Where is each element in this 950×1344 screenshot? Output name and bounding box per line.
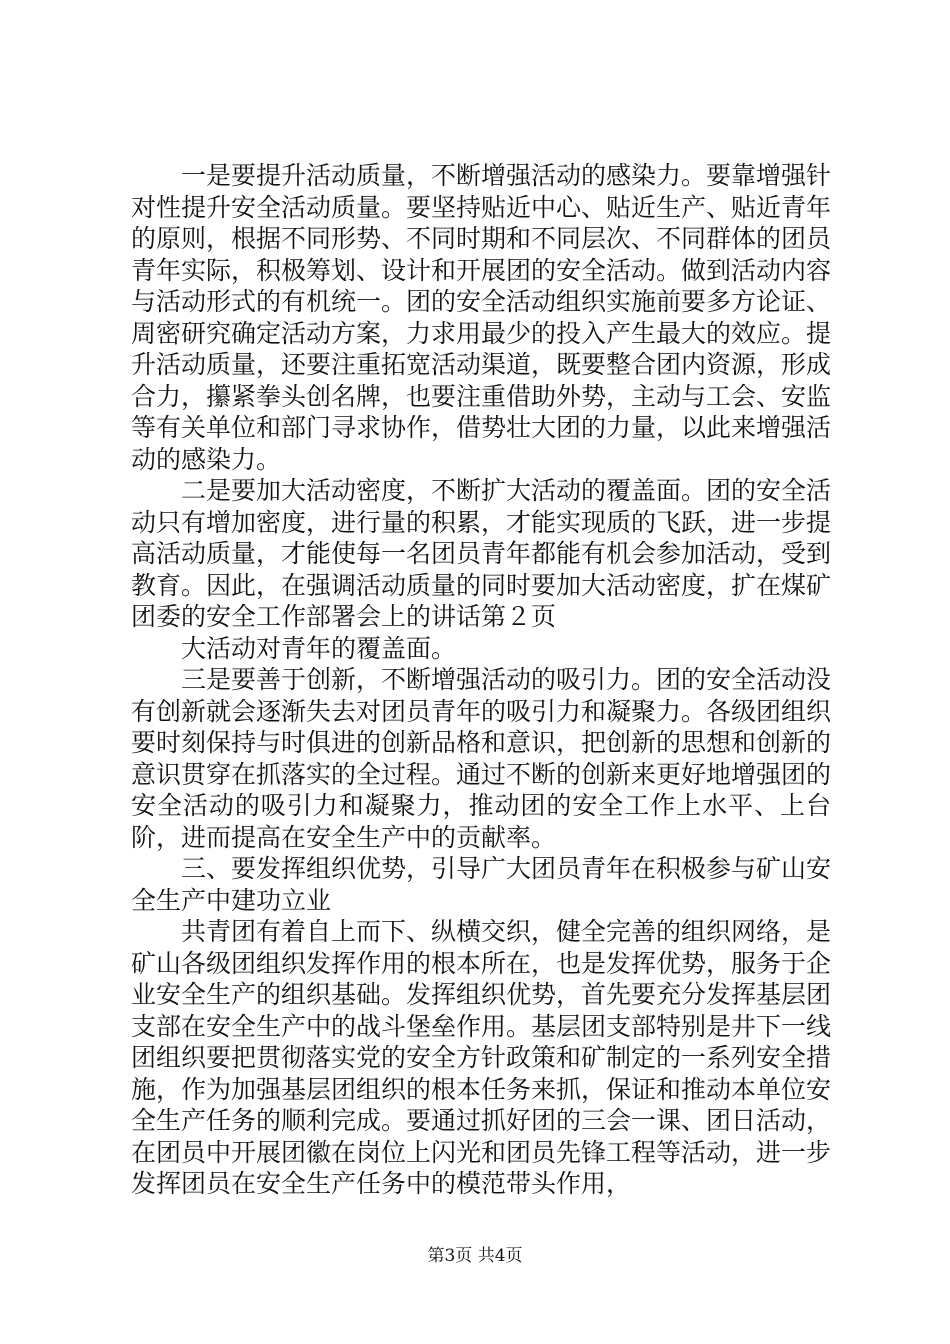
section-heading-organization: 三、要发挥组织优势，引导广大团员青年在积极参与矿山安全生产中建功立业 <box>131 854 832 915</box>
paragraph-coverage-continuation: 大活动对青年的覆盖面。 <box>181 633 457 663</box>
page-footer: 第3页 共4页 <box>427 1246 523 1266</box>
paragraph-activity-quality: 一是要提升活动质量，不断增强活动的感染力。要靠增强针对性提升安全活动质量。要坚持贴近中心、贴近生产、贴近青年的原则，根据不同形势、不同时期和不同层次、不同群体的团员青年实际，积极筹划、设计和开展团的安全活动。做到活动内容与活动形式的有机统一。团的安全活动组织实施前要多方论证、周密研究确定活动方案，力求用最少的投入产生最大的效应。提升活动质量，还要注重拓宽活动渠道，既要整合团内资源，形成合力，攥紧拳头创名牌，也要注重借助外势，主动与工会、安监等有关单位和部门寻求协作，借势壮大团的力量，以此来增强活动的感染力。 <box>131 161 832 474</box>
document-body <box>131 160 831 1200</box>
paragraph-organization-network: 共青团有着自上而下、纵横交织，健全完善的组织网络，是矿山各级团组织发挥作用的根本所在，也是发挥优势，服务于企业安全生产的组织基础。发挥组织优势，首先要充分发挥基层团支部在安全生产中的战斗堡垒作用。基层团支部特别是井下一线团组织要把贯彻落实党的安全方针政策和矿制定的一系列安全措施，作为加强基层团组织的根本任务来抓，保证和推动本单位安全生产任务的顺利完成。要通过抓好团的三会一课、团日活动，在团员中开展团徽在岗位上闪光和团员先锋工程等活动，进一步发挥团员在安全生产任务中的模范带头作用， <box>131 917 832 1198</box>
paragraph-activity-density: 二是要加大活动密度，不断扩大活动的覆盖面。团的安全活动只有增加密度，进行量的积累，才能实现质的飞跃，进一步提高活动质量，才能使每一名团员青年都能有机会参加活动，受到教育。因此，在强调活动质量的同时要加大活动密度，扩在煤矿团委的安全工作部署会上的讲话第２页 <box>131 476 832 631</box>
paragraph-innovation: 三是要善于创新，不断增强活动的吸引力。团的安全活动没有创新就会逐渐失去对团员青年的吸引力和凝聚力。各级团组织要时刻保持与时俱进的创新品格和意识，把创新的思想和创新的意识贯穿在抓落实的全过程。通过不断的创新来更好地增强团的安全活动的吸引力和凝聚力，推动团的安全工作上水平、上台阶，进而提高在安全生产中的贡献率。 <box>131 665 832 852</box>
